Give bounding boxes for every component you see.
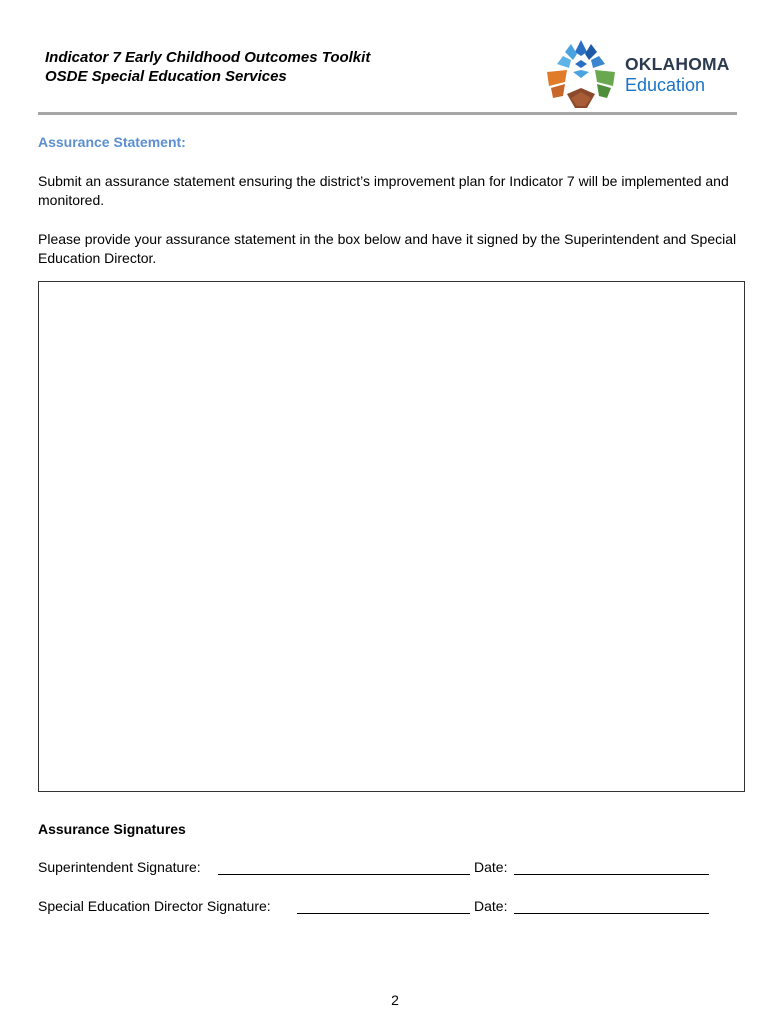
sped-director-date-field[interactable] [514,899,709,914]
sped-director-date-label: Date: [474,898,508,914]
document-title: Indicator 7 Early Childhood Outcomes Toolkit [45,49,371,66]
header-divider [38,112,737,115]
assurance-signatures-heading: Assurance Signatures [38,821,186,837]
superintendent-signature-field[interactable] [218,860,470,875]
superintendent-date-field[interactable] [514,860,709,875]
sped-director-signature-field[interactable] [297,899,470,914]
page-number: 2 [391,992,399,1008]
logo-word-oklahoma: OKLAHOMA [625,54,730,74]
assurance-statement-box[interactable] [38,281,745,792]
instruction-paragraph-2: Please provide your assurance statement in the box below and have it signed by the Superintendent and Special Education Director. [38,231,737,266]
assurance-statement-heading: Assurance Statement: [38,134,186,150]
logo-word-education: Education [625,75,706,95]
instruction-paragraph-1: Submit an assurance statement ensuring the district’s improvement plan for Indicator 7 will be implemented and monitored. [38,173,729,208]
document-subtitle: OSDE Special Education Services [45,68,287,85]
superintendent-signature-label: Superintendent Signature: [38,859,201,875]
sped-director-signature-label: Special Education Director Signature: [38,898,271,914]
superintendent-date-label: Date: [474,859,508,875]
star-logo-icon [543,38,619,110]
oklahoma-education-logo [543,38,743,110]
